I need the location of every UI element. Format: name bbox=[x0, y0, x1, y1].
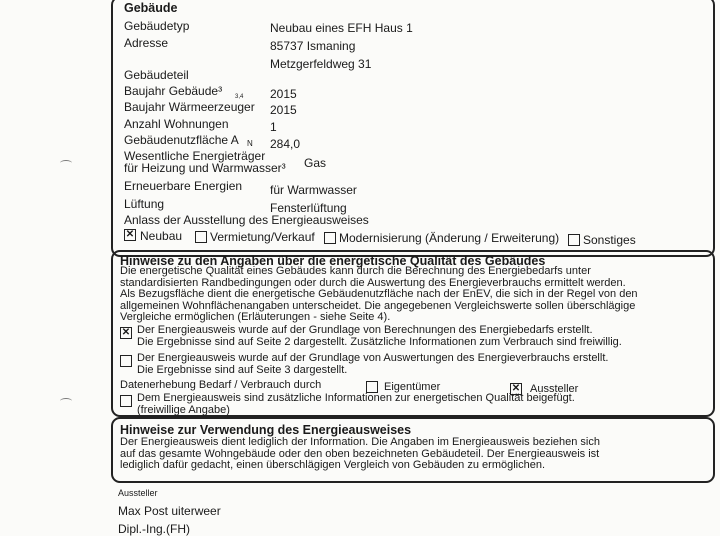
section-title: Gebäude bbox=[124, 1, 178, 15]
option-text: Dem Energieausweis sind zusätzliche Informationen zur energetischen Qualität beigefügt. (freiwillige Angabe) bbox=[137, 392, 575, 416]
field-value: 85737 Ismaning bbox=[270, 39, 356, 53]
field-value: Fensterlüftung bbox=[270, 201, 347, 215]
usage-notes-section bbox=[111, 417, 715, 483]
field-label: Adresse bbox=[124, 36, 169, 50]
field-label: Anzahl Wohnungen bbox=[124, 117, 229, 131]
field-label: Gebäudeteil bbox=[124, 68, 189, 82]
option-text: Der Energieausweis wurde auf der Grundlage von Berechnungen des Energiebedarfs erstellt. Die Ergebnisse sind auf Seite 2 dargestellt. Zusätzliche Informationen zum Verbrauch sind freiwillig. bbox=[137, 324, 622, 348]
issuer-checkbox[interactable]: ✕ bbox=[511, 383, 521, 394]
checkbox-label: Neubau bbox=[140, 229, 183, 243]
quality-notes-section bbox=[111, 250, 715, 417]
punch-hole-mark bbox=[60, 398, 72, 404]
reason-checkbox-vermietung[interactable] bbox=[195, 231, 207, 243]
field-value: für Warmwasser bbox=[270, 183, 357, 197]
field-value: 2015 bbox=[270, 87, 297, 101]
field-label: Baujahr Wärmeerzeuger bbox=[124, 100, 255, 114]
field-label: Wesentliche Energieträger bbox=[124, 149, 266, 163]
punch-hole-mark bbox=[60, 160, 72, 166]
checkbox-label: Sonstiges bbox=[583, 233, 636, 247]
field-value: 1 bbox=[270, 120, 277, 134]
field-label: Lüftung bbox=[124, 197, 165, 211]
checkbox-label: Eigentümer bbox=[384, 381, 441, 393]
field-label: Anlass der Ausstellung des Energieausweises bbox=[124, 213, 369, 227]
checkbox-label: Modernisierung (Änderung / Erweiterung) bbox=[339, 231, 560, 245]
issuer-title: Dipl.-Ing.(FH) bbox=[118, 522, 191, 536]
field-label: Baujahr Gebäude³ bbox=[124, 84, 223, 98]
field-label: Erneuerbare Energien bbox=[124, 179, 243, 193]
consumption-basis-checkbox[interactable] bbox=[120, 355, 132, 367]
field-value: 284,0 bbox=[270, 137, 301, 151]
demand-basis-checkbox[interactable]: ✕ bbox=[121, 327, 131, 338]
option-text: Der Energieausweis wurde auf der Grundlage von Auswertungen des Energieverbrauchs erstellt. Die Ergebnisse sind auf Seite 3 dargestellt. bbox=[137, 352, 609, 376]
field-label: Gebäudenutzfläche A bbox=[124, 133, 239, 147]
data-collection-label: Datenerhebung Bedarf / Verbrauch durch bbox=[120, 379, 322, 391]
section-title: Hinweise zur Verwendung des Energieausweises bbox=[120, 423, 412, 437]
issuer-name: Max Post uiterweer bbox=[118, 504, 221, 518]
field-value: Gas bbox=[304, 156, 327, 170]
checkbox-label: Vermietung/Verkauf bbox=[210, 230, 315, 244]
checkbox-label: Aussteller bbox=[530, 383, 579, 395]
reason-checkbox-sonstiges[interactable] bbox=[568, 234, 580, 246]
reason-checkbox-modernisierung[interactable] bbox=[324, 232, 336, 244]
subscript-n: N bbox=[247, 139, 253, 148]
field-label: für Heizung und Warmwasser³ bbox=[124, 161, 286, 175]
additional-info-checkbox[interactable] bbox=[120, 395, 132, 407]
field-label: Gebäudetyp bbox=[124, 19, 190, 33]
field-value: Metzgerfeldweg 31 bbox=[270, 57, 372, 71]
reason-checkbox-neubau[interactable]: ✕ bbox=[125, 229, 135, 240]
building-section bbox=[111, 0, 715, 257]
field-value: Neubau eines EFH Haus 1 bbox=[270, 21, 413, 35]
issuer-caption: Aussteller bbox=[118, 488, 158, 498]
field-value: 2015 bbox=[270, 103, 297, 117]
section-paragraph: Der Energieausweis dient lediglich der Information. Die Angaben im Energieausweis beziehen sich auf das gesamte Wohngebäude oder den oben bezeichneten Gebäudeteil. Der Energieausweis ist lediglich dafür gedacht, einen überschlägigen Vergleich von Gebäuden zu ermöglichen. bbox=[120, 436, 600, 471]
section-title: Hinweise zu den Angaben über die energetische Qualität des Gebäudes bbox=[120, 254, 546, 268]
section-paragraph: Die energetische Qualität eines Gebäudes kann durch die Berechnung des Energiebedarfs unter standardisierten Randbedingungen oder durch die Auswertung des Energieverbrauchs ermittelt werden. Als Bezugsfläche dient die energetische Gebäudenutzfläche nach der EnEV, die sich in der Regel von den allgemeinen Wohnflächenangaben unterscheidet. Die angegebenen Vergleichswerte sollen überschlägige Vergleiche ermöglichen (Erläuterungen - siehe Seite 4). bbox=[120, 265, 638, 323]
superscript-note: 3,4 bbox=[235, 94, 244, 100]
